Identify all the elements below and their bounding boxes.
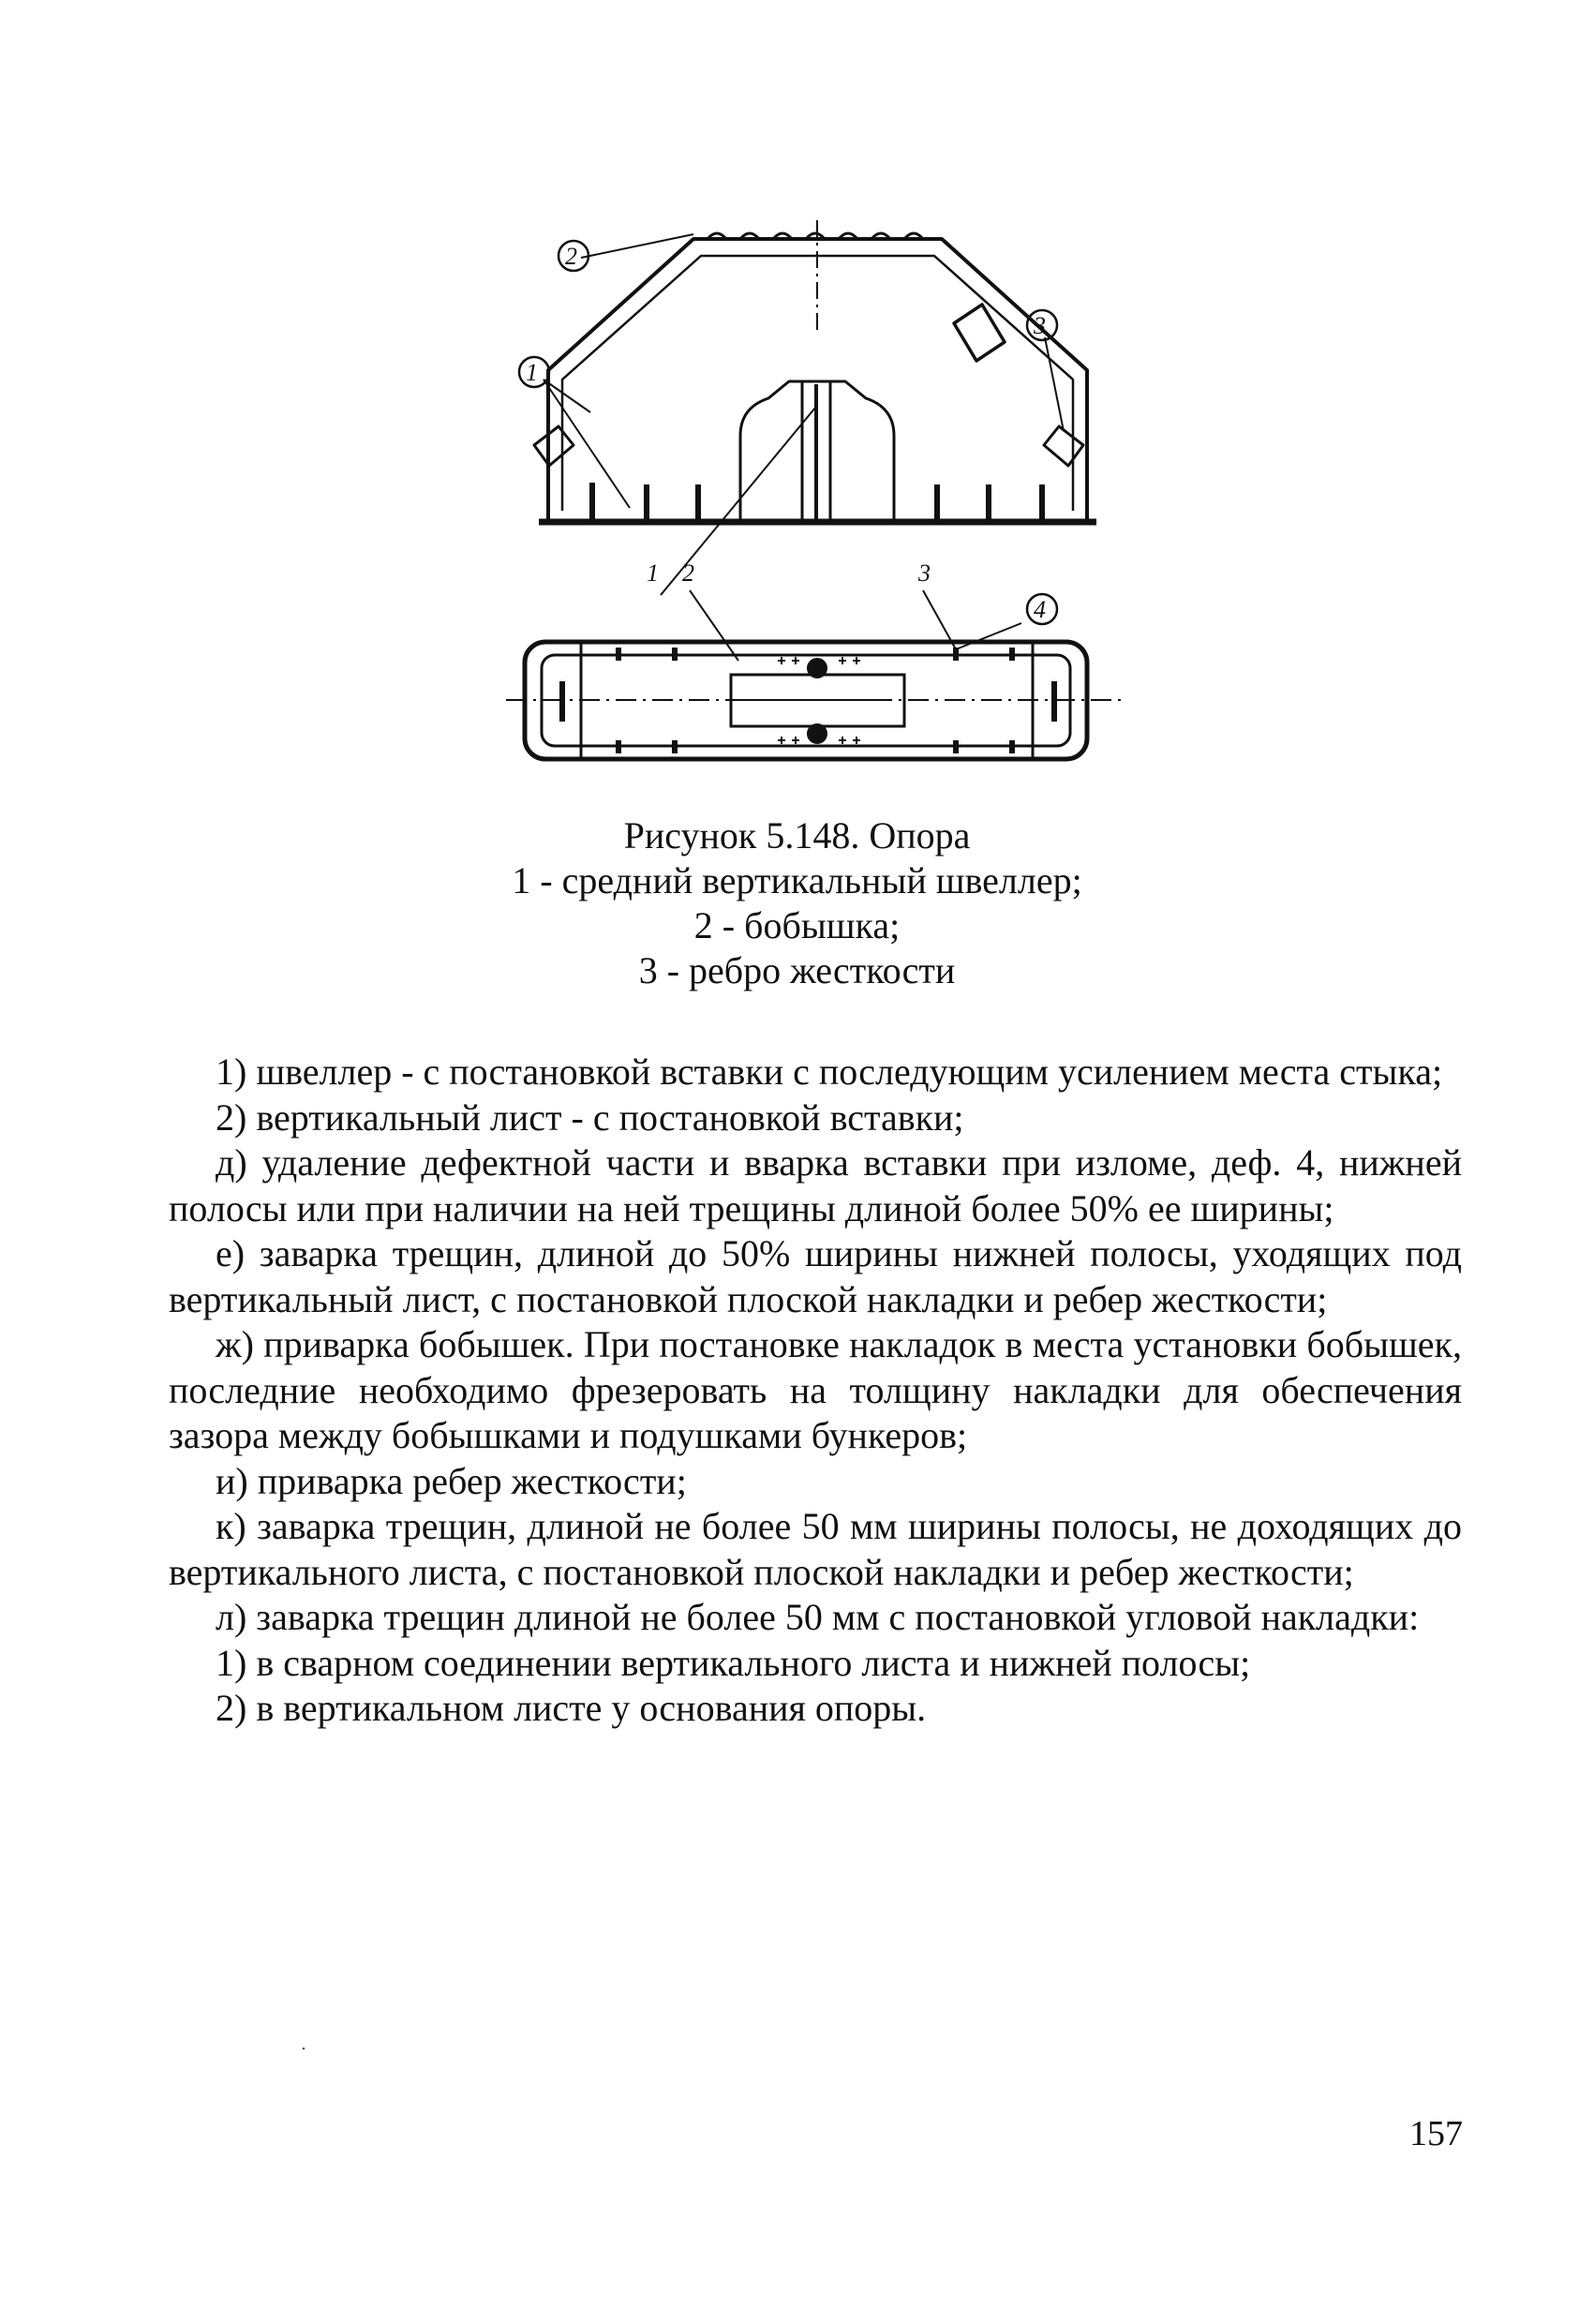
callout-top-3: 3 (1034, 312, 1046, 339)
left-pad (534, 426, 574, 466)
callout-bottom-4: 4 (1034, 596, 1046, 623)
body-text (169, 1050, 1462, 1732)
caption-title: Рисунок 5.148. Опора (623, 814, 971, 857)
figure-caption (0, 813, 1594, 993)
paragraph-10: 2) в вертикальном листе у основания опоры. (216, 1687, 927, 1729)
boss-bottom (808, 724, 827, 743)
elevation-view (534, 220, 1096, 661)
boss-top (808, 659, 827, 678)
paragraph-4: е) заварка трещин, длиной до 50% ширины нижней полосы, уходящих под вертикальный лист, с постановкой плоской накладки и ребер жесткости; (169, 1232, 1462, 1320)
right-pad (1044, 426, 1083, 466)
caption-item-1: 1 - средний вертикальный швеллер; (512, 859, 1082, 901)
paragraph-8: л) заварка трещин длиной не более 50 мм с постановкой угловой накладки: (216, 1596, 1420, 1638)
page-number: 157 (1409, 2114, 1463, 2153)
scan-dot (303, 2048, 305, 2049)
paragraph-7: к) заварка трещин, длиной не более 50 мм ширины полосы, не доходящих до вертикального листа, с постановкой плоской накладки и ребер жесткости; (169, 1505, 1462, 1593)
paragraph-5: ж) приварка бобышек. При постановке накладок в места установки бобышек, последние необходимо фрезеровать на толщину накладки для обеспечения зазора между бобышками и подушками бункеров; (169, 1323, 1462, 1456)
paragraph-2: 2) вертикальный лист - с постановкой вставки; (216, 1095, 964, 1139)
support-drawing (506, 220, 1125, 782)
caption-item-3: 3 - ребро жесткости (638, 949, 956, 991)
callout-bottom-2: 2 (682, 559, 694, 587)
callout-bottom-1: 1 (647, 559, 659, 587)
callout-top-2: 2 (565, 243, 577, 270)
callout-top-1: 1 (526, 359, 538, 386)
caption-item-2: 2 - бобышка; (693, 904, 901, 946)
paragraph-9: 1) в сварном соединении вертикального листа и нижней полосы; (216, 1641, 1251, 1684)
callout-bottom-3: 3 (918, 559, 931, 587)
support-technical-drawing-svg (506, 220, 1125, 782)
paragraph-1: 1) швеллер - с постановкой вставки с последующим усилением места стыка; (216, 1050, 1443, 1093)
plan-view (506, 642, 1125, 759)
paragraph-3: д) удаление дефектной части и вварка вставки при изломе, деф. 4, нижней полосы или при наличии на ней трещины длиной более 50% ее ширины; (169, 1141, 1462, 1229)
paragraph-6: и) приварка ребер жесткости; (216, 1459, 687, 1502)
